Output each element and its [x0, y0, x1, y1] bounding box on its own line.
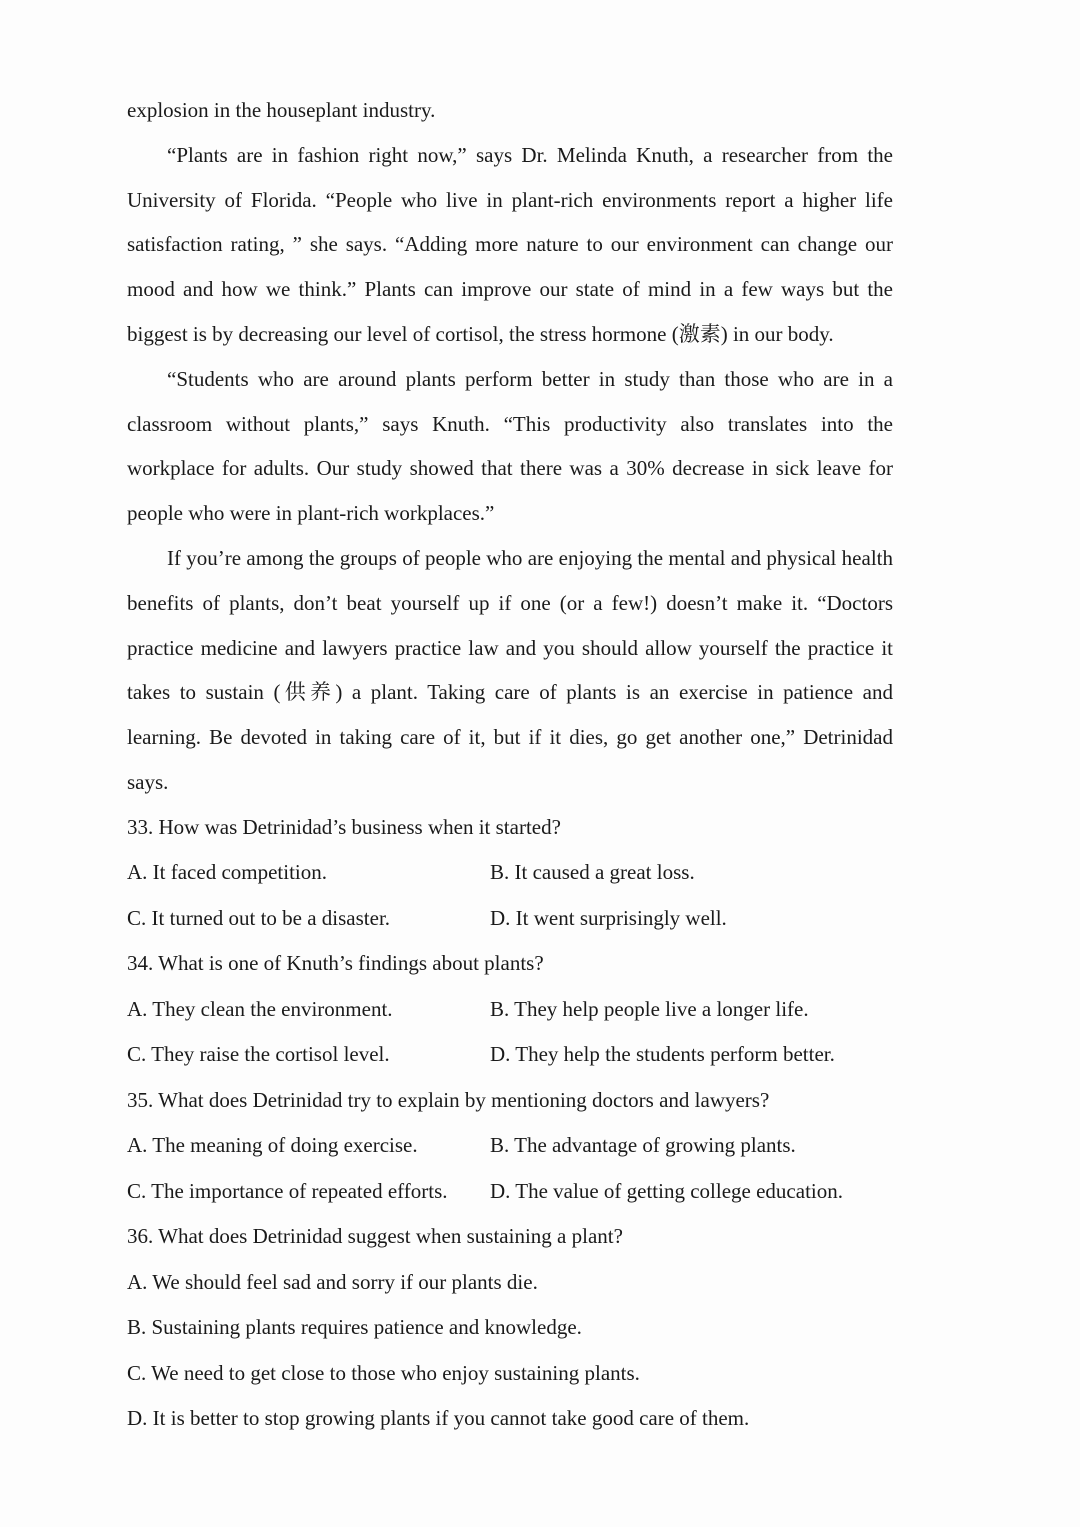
page-content [127, 88, 893, 1442]
option-a: A. They clean the environment. [127, 996, 393, 1021]
question-34 [127, 941, 893, 1078]
passage-paragraph: “Students who are around plants perform better in study than those who are in a classroom without plants,” says Knuth. “This productivity also translates into the workplace for adults. Our study showed that there was a 30% decrease in sick leave for people who were in plant-rich workplaces.” [127, 366, 893, 526]
options-row [127, 1123, 893, 1169]
passage-paragraph-continued: explosion in the houseplant industry. [127, 98, 436, 122]
passage-paragraph: If you’re among the groups of people who are enjoying the mental and physical health benefits of plants, don’t beat yourself up if one (or a few!) doesn’t make it. “Doctors practice medicine and lawyers practice law and you should allow yourself the practice it takes to sustain (供养) a plant. Taking care of plants is an exercise in patience and learning. Be devoted in taking care of it, but if it dies, go get another one,” Detrinidad says. [127, 545, 893, 794]
option-c: C. They raise the cortisol level. [127, 1042, 390, 1067]
options-row [127, 850, 893, 896]
option-c: C. We need to get close to those who enjoy sustaining plants. [127, 1360, 640, 1385]
question-stem: 34. What is one of Knuth’s findings about plants? [127, 951, 544, 976]
option-d: D. They help the students perform better. [490, 1042, 835, 1067]
question-stem: 35. What does Detrinidad try to explain by mentioning doctors and lawyers? [127, 1087, 770, 1112]
option-d: D. It is better to stop growing plants if you cannot take good care of them. [127, 1406, 750, 1431]
option-a: A. The meaning of doing exercise. [127, 1133, 418, 1158]
option-c: C. The importance of repeated efforts. [127, 1178, 448, 1203]
option-d: D. The value of getting college education. [490, 1178, 843, 1203]
option-b: B. The advantage of growing plants. [490, 1133, 796, 1158]
options-row [127, 1169, 893, 1215]
options-row [127, 987, 893, 1033]
option-b: B. It caused a great loss. [490, 860, 695, 885]
options-row [127, 1032, 893, 1078]
option-b: B. They help people live a longer life. [490, 996, 809, 1021]
option-d: D. It went surprisingly well. [490, 905, 727, 930]
question-35 [127, 1078, 893, 1215]
passage-paragraph: “Plants are in fashion right now,” says Dr. Melinda Knuth, a researcher from the University of Florida. “People who live in plant-rich environments report a higher life satisfaction rating, ” she says. “Adding more nature to our environment can change our mood and how we think.” Plants can improve our state of mind in a few ways but the biggest is by decreasing our level of cortisol, the stress hormone (激素) in our body. [127, 142, 893, 346]
option-a: A. It faced competition. [127, 860, 328, 885]
question-stem: 36. What does Detrinidad suggest when sustaining a plant? [127, 1224, 623, 1249]
option-c: C. It turned out to be a disaster. [127, 905, 391, 930]
question-stem: 33. How was Detrinidad’s business when it started? [127, 814, 561, 839]
question-36 [127, 1214, 893, 1442]
options-row [127, 896, 893, 942]
option-b: B. Sustaining plants requires patience and knowledge. [127, 1315, 582, 1340]
option-a: A. We should feel sad and sorry if our plants die. [127, 1269, 538, 1294]
question-33 [127, 805, 893, 942]
